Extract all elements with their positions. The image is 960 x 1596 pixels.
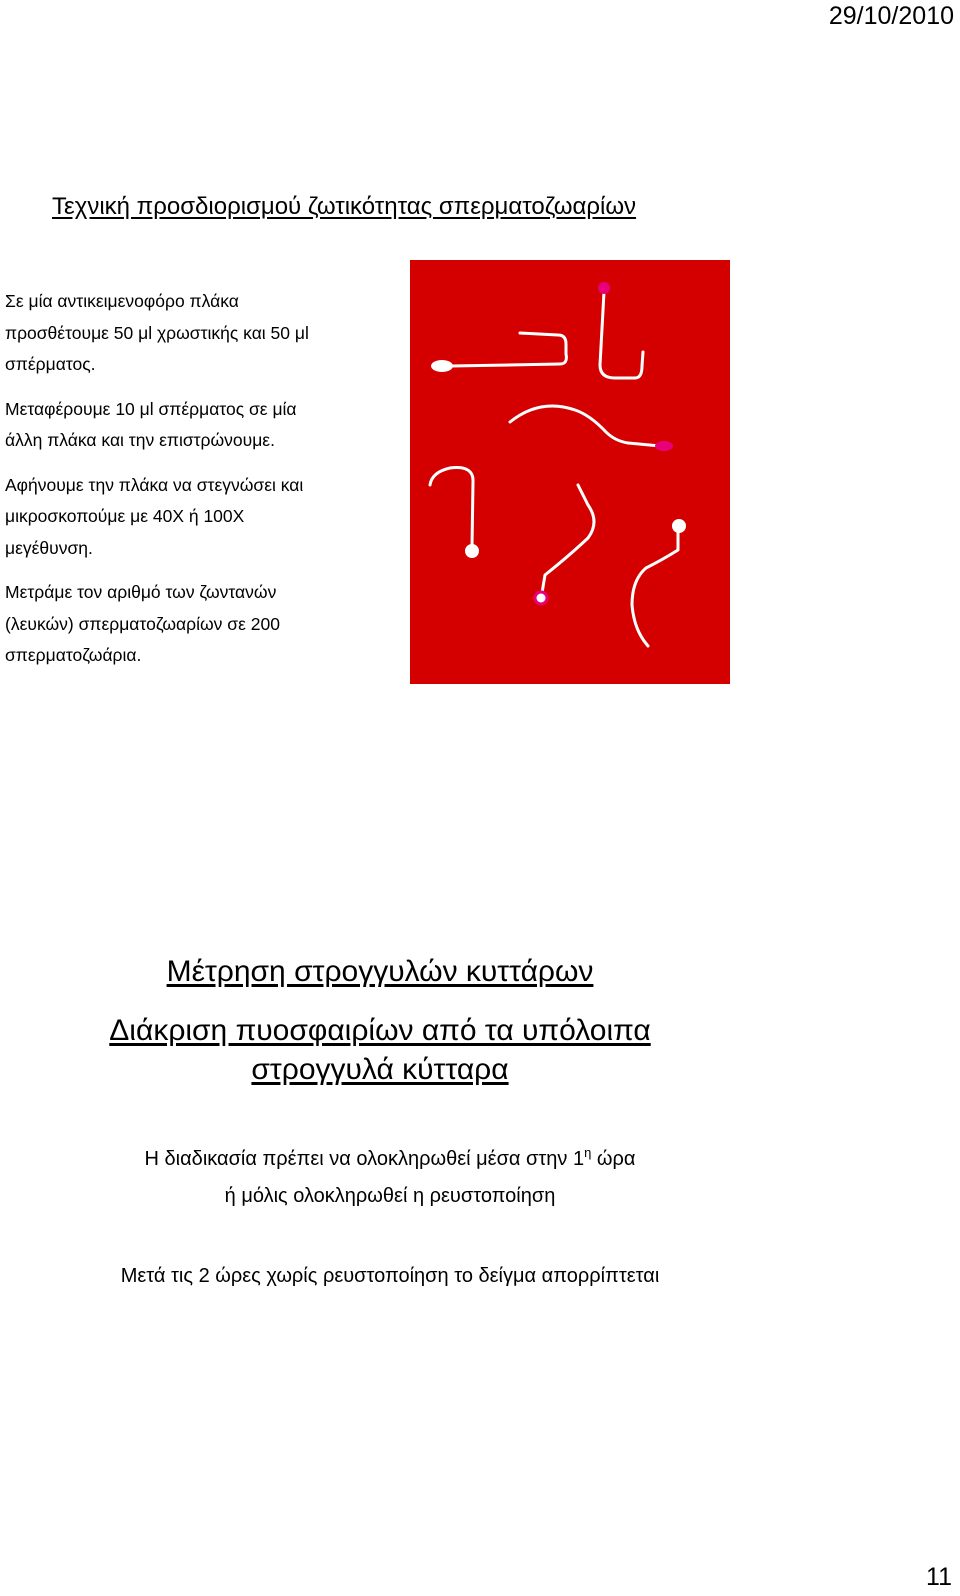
- procedure-text: [5, 286, 395, 685]
- text-line: μεγέθυνση.: [5, 537, 93, 558]
- text-line: προσθέτουμε 50 μl χρωστικής και 50 μl: [5, 322, 309, 343]
- sperm-stain-illustration: [410, 260, 730, 684]
- sperm-head-live: [465, 544, 479, 558]
- procedure-step: [5, 577, 395, 672]
- rejection-note: Μετά τις 2 ώρες χωρίς ρευστοποίηση το δείγμα απορρίπτεται: [120, 1265, 660, 1287]
- ordinal-superscript: η: [584, 1145, 592, 1160]
- text-line: Μετράμε τον αριθμό των ζωντανών: [5, 582, 277, 602]
- procedure-step: [5, 470, 395, 565]
- illustration-background: [410, 260, 730, 684]
- text-line: Μεταφέρουμε 10 μl σπέρματος σε μία: [5, 398, 297, 419]
- text-line: Αφήνουμε την πλάκα να στεγνώσει και: [5, 474, 304, 495]
- timing-note-text: Η διαδικασία πρέπει να ολοκληρωθεί μέσα στην 1: [144, 1148, 585, 1170]
- sperm-head-live: [672, 519, 686, 533]
- text-line: (λευκών) σπερματοζωαρίων σε 200: [5, 613, 280, 634]
- sperm-head-dead: [598, 282, 610, 294]
- sperm-head-live: [431, 360, 453, 372]
- sperm-head-dead: [535, 592, 547, 604]
- round-cells-heading: Μέτρηση στρογγυλών κυττάρων: [166, 955, 594, 988]
- section-title: Τεχνική προσδιορισμού ζωτικότητας σπερματοζωαρίων: [52, 193, 637, 220]
- procedure-step: [5, 394, 395, 457]
- text-line: σπέρματος.: [5, 354, 96, 374]
- text-line: Σε μία αντικειμενοφόρο πλάκα: [5, 291, 239, 311]
- text-line: μικροσκοπούμε με 40Χ ή 100Χ: [5, 506, 245, 526]
- procedure-step: [5, 286, 395, 381]
- slide-date: 29/10/2010: [828, 2, 954, 30]
- timing-note-unit: ώρα: [591, 1148, 636, 1170]
- sperm-illustration-svg: [410, 260, 730, 684]
- sperm-head-dead: [655, 441, 673, 451]
- subheading-line: στρογγυλά κύτταρα: [251, 1053, 509, 1086]
- text-line: σπερματοζωάρια.: [5, 645, 142, 665]
- liquefaction-note: ή μόλις ολοκληρωθεί η ρευστοποίηση: [224, 1185, 556, 1207]
- page-number: 11: [926, 1563, 952, 1591]
- subheading-line: Διάκριση πυοσφαιρίων από τα υπόλοιπα: [109, 1014, 651, 1047]
- text-line: άλλη πλάκα και την επιστρώνουμε.: [5, 430, 275, 450]
- differentiation-subheading: [0, 1011, 760, 1089]
- timing-note: [0, 1145, 780, 1171]
